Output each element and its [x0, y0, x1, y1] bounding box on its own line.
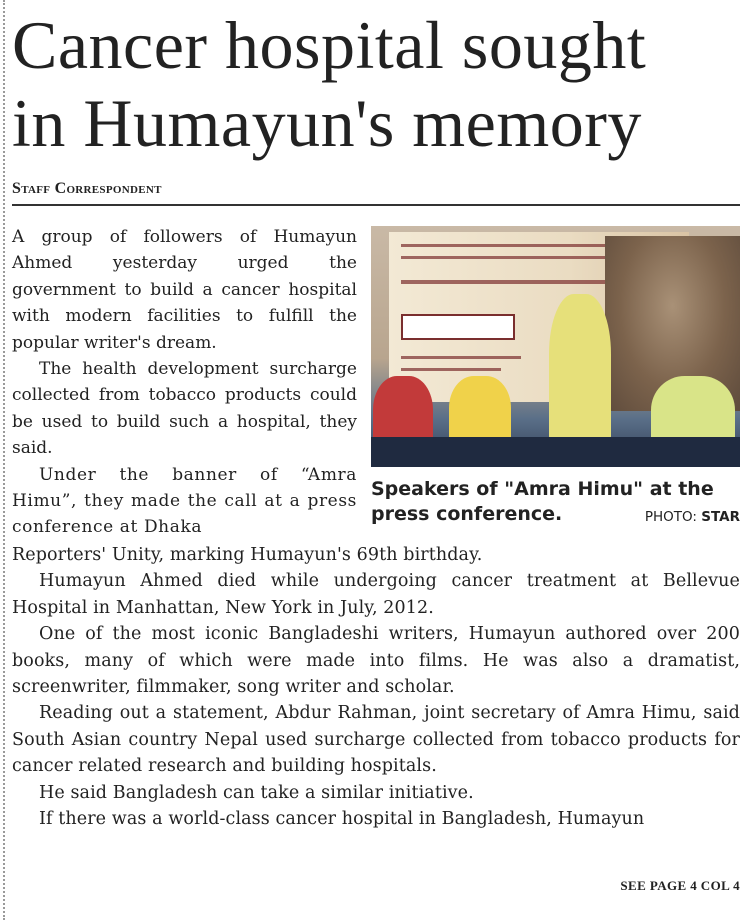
paragraph-6: One of the most iconic Bangladeshi writers, Humayun authored over 200 books, many of which were made into films. He was also a dramatist, screenwriter, filmmaker, song writer and scholar.: [12, 624, 740, 698]
paragraph-7: Reading out a statement, Abdur Rahman, joint secretary of Amra Himu, said South Asian country Nepal used surcharge collected from tobacco products for cancer related research and building hospitals.: [12, 703, 740, 777]
article-column-narrow: [12, 224, 357, 541]
continuation-jump-line: SEE PAGE 4 COL 4: [620, 878, 740, 893]
paragraph-9: If there was a world-class cancer hospital in Bangladesh, Humayun: [39, 809, 645, 830]
headline-line-2: in Humayun's memory: [12, 85, 642, 161]
article-column-wide: [12, 542, 740, 832]
paragraph-2: The health development surcharge collected from tobacco products could be used to build such a hospital, they said.: [12, 359, 357, 459]
photo-caption: Speakers of "Amra Himu" at the press conference.: [371, 478, 714, 525]
photo-credit-source: STAR: [701, 509, 740, 525]
photo-table: [371, 437, 740, 467]
photo-credit: [645, 509, 740, 525]
headline-line-1: Cancer hospital sought: [12, 7, 647, 83]
byline-rule: [12, 204, 740, 206]
paragraph-4: Reporters' Unity, marking Humayun's 69th birthday.: [12, 545, 483, 565]
paragraph-3: Under the banner of “Amra Himu”, they made the call at a press conference at Dhaka: [12, 464, 357, 538]
paragraph-8: He said Bangladesh can take a similar initiative.: [39, 782, 474, 803]
paragraph-5: Humayun Ahmed died while undergoing cancer treatment at Bellevue Hospital in Manhattan, New York in July, 2012.: [12, 571, 740, 618]
speaker-standing: [549, 294, 611, 444]
page-edge-divider: [3, 0, 5, 920]
byline: Staff Correspondent: [12, 180, 162, 197]
headline: [12, 6, 747, 162]
press-conference-photo: [371, 226, 740, 467]
photo-credit-label: PHOTO:: [644, 509, 697, 525]
paragraph-1: A group of followers of Humayun Ahmed yesterday urged the government to build a cancer hospital with modern facilities to fulfill the popular writer's dream.: [12, 227, 357, 353]
